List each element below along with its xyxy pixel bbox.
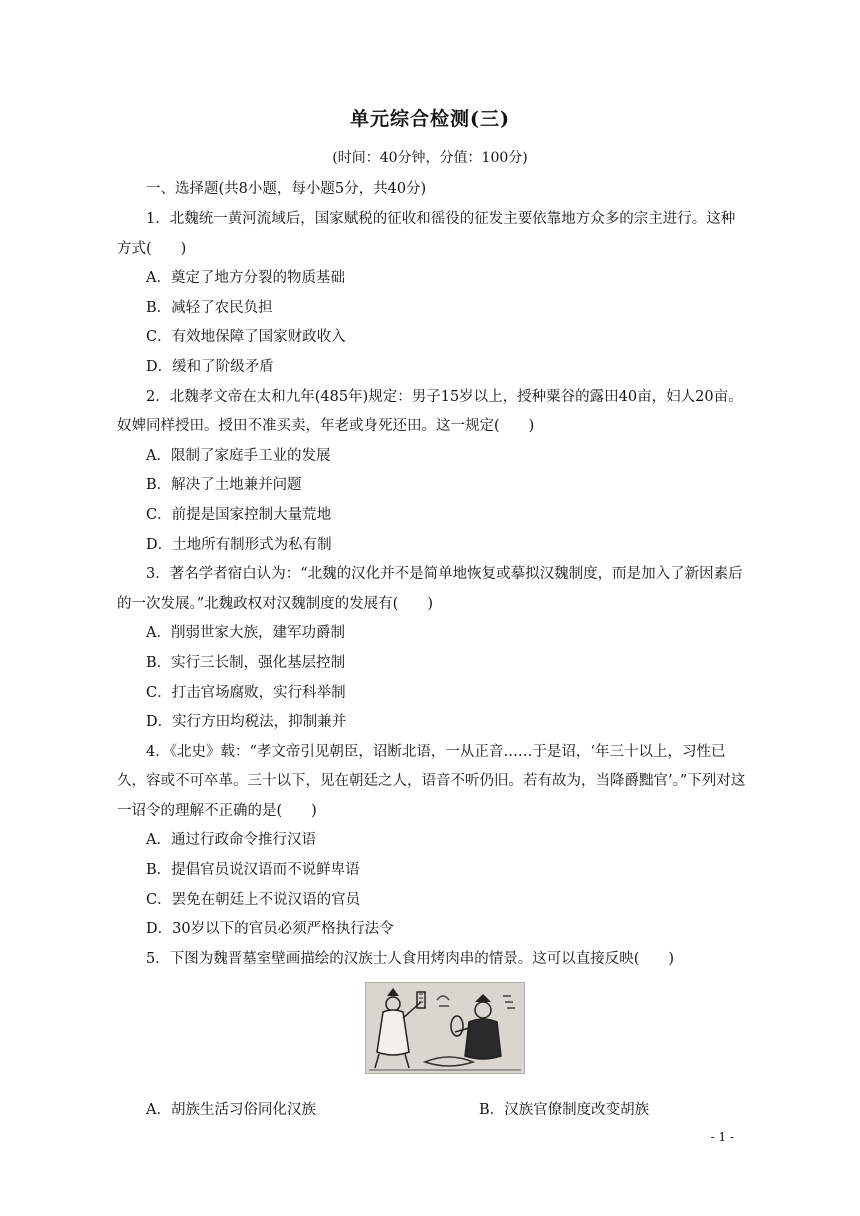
option: B．解决了土地兼并问题 [146,477,302,494]
section-heading: 一、选择题(共8小题，每小题5分，共40分) [146,181,427,197]
option: B．减轻了农民负担 [146,299,273,316]
page-title: 单元综合检测(三) [350,108,510,130]
question-stem: 3．著名学者宿白认为：“北魏的汉化并不是简单地恢复或摹拟汉魏制度，而是加入了新因素后的一次发展。”北魏政权对汉魏制度的发展有( ) [117,566,743,612]
question-stem: 1．北魏统一黄河流域后，国家赋税的征收和徭役的征发主要依靠地方众多的宗主进行。这种方式( ) [117,211,736,257]
option: A．奠定了地方分裂的物质基础 [146,270,345,287]
option: C．前提是国家控制大量荒地 [146,506,332,523]
question-list [117,205,747,1126]
option: C．打击官场腐败，实行科举制 [146,684,346,701]
option: B．实行三长制，强化基层控制 [146,654,346,671]
option: A．限制了家庭手工业的发展 [146,447,331,464]
option: B．提倡官员说汉语而不说鲜卑语 [146,862,360,879]
option: D．缓和了阶级矛盾 [146,358,274,375]
option: A．削弱世家大族，建军功爵制 [146,625,345,642]
option-row [117,1096,747,1126]
page-number: - 1 - [710,1130,734,1144]
option: C．罢免在朝廷上不说汉语的官员 [146,891,361,908]
question-stem: 2．北魏孝文帝在太和九年(485年)规定：男子15岁以上，授种粟谷的露田40亩，妇人20亩。奴婢同样授田。授田不准买卖，年老或身死还田。这一规定( ) [117,388,743,435]
option: D．土地所有制形式为私有制 [146,536,332,553]
option: D．30岁以下的官员必须严格执行法令 [146,921,394,938]
exam-info: (时间：40分钟，分值：100分) [332,150,528,166]
question-stem: 5．下图为魏晋墓室壁画描绘的汉族士人食用烤肉串的情景。这可以直接反映( ) [146,950,675,967]
option: B．汉族官僚制度改变胡族 [479,1102,650,1119]
option: A．胡族生活习俗同化汉族 [146,1102,316,1119]
option: A．通过行政命令推行汉语 [146,832,316,849]
question-stem: 4．《北史》载：“孝文帝引见朝臣，诏断北语，一从正音……于是诏，‘年三十以上，习性已久，容或不可卒革。三十以下，见在朝廷之人，语音不听仍旧。若有故为，当降爵黜官’。”下列对这一诏令的理解不正确的是( ) [117,743,746,819]
tomb-mural-image [365,982,525,1074]
option: D．实行方田均税法，抑制兼并 [146,714,347,731]
option: C．有效地保障了国家财政收入 [146,329,346,346]
